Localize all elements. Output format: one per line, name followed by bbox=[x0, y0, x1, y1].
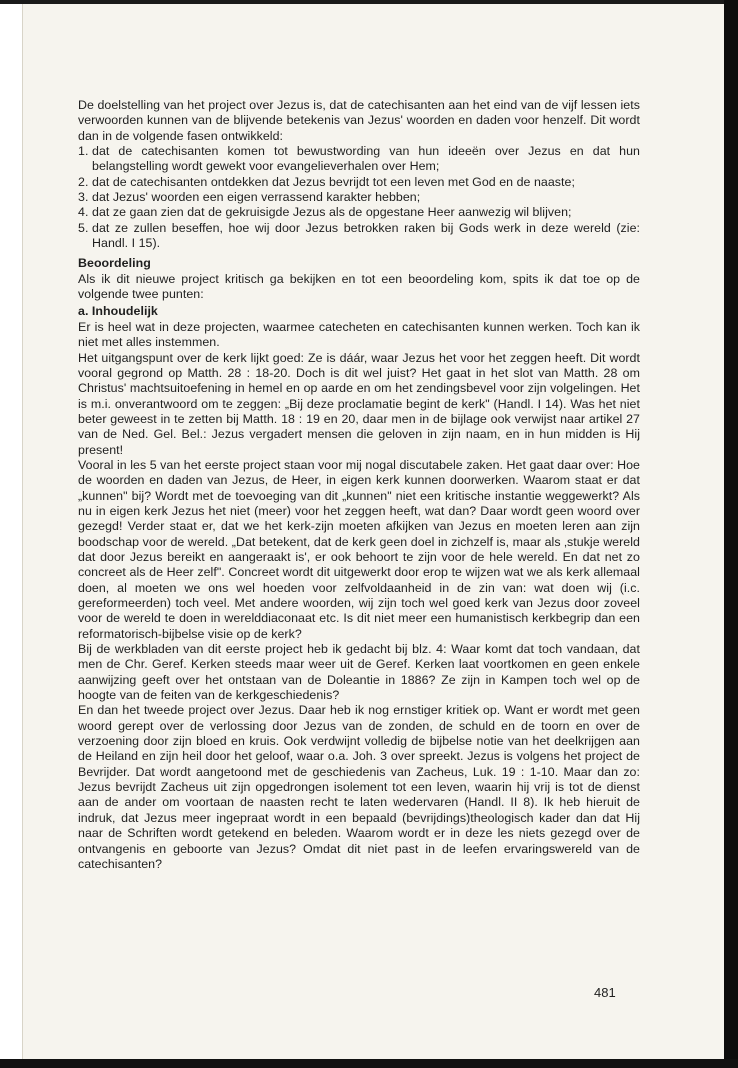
list-item bbox=[78, 144, 640, 175]
page-number: 481 bbox=[594, 985, 616, 1000]
list-item-number: 4. bbox=[78, 205, 89, 220]
list-item bbox=[78, 220, 640, 252]
list-item-number: 5. bbox=[78, 220, 89, 235]
list-item-text: dat de catechisanten ontdekken dat Jezus bevrijdt tot een leven met God en de naaste; bbox=[92, 174, 575, 189]
body-paragraph: Er is heel wat in deze projecten, waarmee catecheten en catechisanten kunnen werken. Toch kan ik niet met alles instemmen. bbox=[78, 319, 640, 350]
section-heading-inhoudelijk: a. Inhoudelijk bbox=[78, 304, 158, 319]
scan-edge-right bbox=[724, 0, 738, 1068]
beoordeling-intro: Als ik dit nieuwe project kritisch ga bekijken en tot een beoordeling kom, spits ik dat toe op de volgende twee punten: bbox=[78, 271, 640, 302]
list-item-number: 3. bbox=[78, 190, 89, 205]
list-item bbox=[78, 174, 640, 190]
list-item bbox=[78, 190, 640, 205]
page-text bbox=[78, 98, 640, 872]
page-fold bbox=[22, 4, 23, 1059]
list-item-text: dat Jezus' woorden een eigen verrassend karakter hebben; bbox=[92, 190, 421, 205]
body-paragraph: Bij de werkbladen van dit eerste project heb ik gedacht bij blz. 4: Waar komt dat toch vandaan, dat men de Chr. Geref. Kerken steeds maar weer uit de Geref. Kerken laat voortkomen en geen enkele aanwijzing geeft over het ontstaan van de Doleantie in 1886? Ze zijn in Kampen toch wel op de hoogte van de feiten van de kerkgeschiedenis? bbox=[78, 642, 640, 703]
list-item bbox=[78, 205, 640, 220]
intro-paragraph: De doelstelling van het project over Jezus is, dat de catechisanten aan het eind van de vijf lessen iets verwoorden kunnen van de blijvende betekenis van Jezus' woorden en daden voor henzelf. Dit wordt dan in de volgende fasen ontwikkeld: bbox=[78, 98, 640, 143]
section-heading-beoordeling: Beoordeling bbox=[78, 256, 151, 271]
list-item-number: 2. bbox=[78, 174, 89, 189]
scan-edge-bottom bbox=[0, 1059, 738, 1068]
list-item-text: dat de catechisanten komen tot bewustwording van hun ideeën over Jezus en dat hun belangstelling wordt gewekt voor evangelieverhalen over Hem; bbox=[92, 144, 640, 174]
body-paragraph: Vooral in les 5 van het eerste project staan voor mij nogal discutabele zaken. Het gaat daar over: Hoe de woorden en daden van Jezus, de Heer, in eigen kerk kunnen doorwerken. Waarom staat er dat „kunnen" bij? Wordt met de toevoeging van dit „kunnen" niet een kritische instantie weggewerkt? Als nu in eigen kerk Jezus het niet (meer) voor het zeggen heeft, wat dan? Daar wordt geen woord over gezegd! Verder staat er, dat we het kerk-zijn moeten afkijken van Jezus en moeten leren aan zijn boodschap voor de wereld. „Dat betekent, dat de kerk geen doel in zichzelf is, maar als ‚stukje wereld dat door Jezus bereikt en aangeraakt is', er ook behoort te zijn voor de hele wereld. En dat net zo concreet als de Heer zelf". Concreet wordt dit uitgewerkt door erop te wijzen wat we als kerk allemaal doen, al moeten we ons wel hoeden voor zelfvoldaanheid in de zin van: wat doen wij (i.c. gereformeerden) toch veel. Met andere woorden, wij zijn toch wel goed kerk van Jezus door zoveel voor de wereld te doen in werelddiaconaat etc. Is dit niet meer een humanistisch kerkbegrip dan een reformatorisch-bijbelse visie op de kerk? bbox=[78, 457, 640, 641]
phase-list bbox=[78, 144, 640, 251]
list-item-number: 1. bbox=[78, 144, 89, 159]
body-paragraph: En dan het tweede project over Jezus. Daar heb ik nog ernstiger kritiek op. Want er wordt met geen woord gerept over de verlossing door Jezus van de zonden, de schuld en de toorn en over de verzoening door zijn bloed en kruis. Ook verdwijnt volledig de bijbelse notie van het deelkrijgen aan de Heiland en zijn heil door het geloof, waar o.a. Joh. 3 over spreekt. Jezus is volgens het project de Bevrijder. Dat wordt aangetoond met de geschiedenis van Zacheus, Luk. 19 : 1-10. Maar dan zo: Jezus bevrijdt Zacheus uit zijn opgedrongen isolement tot een leven, waarin hij vrij is tot de dienst aan de ander om voortaan de naasten recht te laten wedervaren (Handl. II 8). Ik heb hieruit de indruk, dat Jezus meer ingepraat wordt in een bepaald (bevrijdings)theologisch kader dan dat Hij naar de Schriften wordt getekend en beleden. Waarom wordt er in deze les niets gezegd over de ontvangenis en geboorte van Jezus? Omdat dit niet past in de leefen ervaringswereld van de catechisanten? bbox=[78, 703, 640, 871]
list-item-text: dat ze zullen beseffen, hoe wij door Jezus betrokken raken bij Gods werk in deze wereld (zie: Handl. I 15). bbox=[92, 220, 640, 251]
body-paragraph: Het uitgangspunt over de kerk lijkt goed: Ze is dáár, waar Jezus het voor het zeggen heeft. Dit wordt vooral gegrond op Matth. 28 : 18-20. Doch is dit wel juist? Het gaat in het slot van Matth. 28 om Christus' machtsuitoefening in hemel en op aarde en om het zendingsbevel voor zijn volgelingen. Het is m.i. onverantwoord om te zeggen: „Bij deze proclamatie begint de kerk" (Handl. I 14). Was het niet beter geweest in te zetten bij Matth. 18 : 19 en 20, daar men in de bijlage ook verwijst naar artikel 27 van de Ned. Gel. Bel.: Jezus vergadert mensen die geloven in zijn naam, en in hun midden is Hij present! bbox=[78, 350, 640, 457]
list-item-text: dat ze gaan zien dat de gekruisigde Jezus als de opgestane Heer aanwezig wil blijven; bbox=[92, 205, 572, 220]
